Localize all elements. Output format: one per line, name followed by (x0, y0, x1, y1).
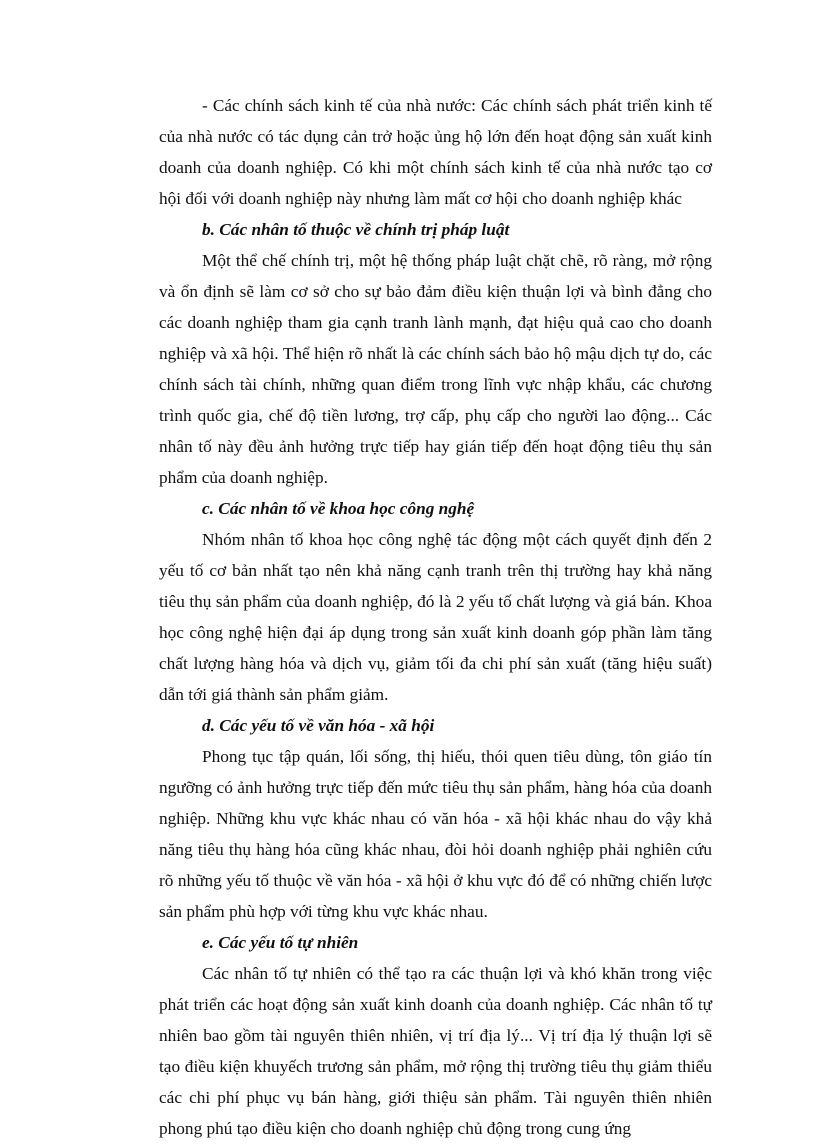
paragraph-culture-society-factors: Phong tục tập quán, lối sống, thị hiếu, thói quen tiêu dùng, tôn giáo tín ngưỡng có ảnh hưởng trực tiếp đến mức tiêu thụ sản phẩm, hàng hóa của doanh nghiệp. Những khu vực khác nhau có văn hóa - xã hội khác nhau do vậy khả năng tiêu thụ hàng hóa cũng khác nhau, đòi hỏi doanh nghiệp phải nghiên cứu rõ những yếu tố thuộc về văn hóa - xã hội ở khu vực đó để có những chiến lược sản phẩm phù hợp với từng khu vực khác nhau. (159, 747, 712, 921)
paragraph-science-technology-factors: Nhóm nhân tố khoa học công nghệ tác động một cách quyết định đến 2 yếu tố cơ bản nhất tạo nên khả năng cạnh tranh trên thị trường hay khả năng tiêu thụ sản phẩm của doanh nghiệp, đó là 2 yếu tố chất lượng và giá bán. Khoa học công nghệ hiện đại áp dụng trong sản xuất kinh doanh góp phần làm tăng chất lượng hàng hóa và dịch vụ, giảm tối đa chi phí sản xuất (tăng hiệu suất) dẫn tới giá thành sản phẩm giảm. (159, 530, 712, 704)
paragraph-economic-policies: - Các chính sách kinh tế của nhà nước: Các chính sách phát triển kinh tế của nhà nước có tác dụng cản trở hoặc ủng hộ lớn đến hoạt động sản xuất kinh doanh của doanh nghiệp. Có khi một chính sách kinh tế của nhà nước tạo cơ hội đối với doanh nghiệp này nhưng làm mất cơ hội cho doanh nghiệp khác (159, 96, 712, 208)
heading-political-legal-factors: b. Các nhân tố thuộc về chính trị pháp luật (202, 220, 510, 239)
heading-science-technology-factors: c. Các nhân tố về khoa học công nghệ (202, 499, 475, 518)
paragraph-natural-factors: Các nhân tố tự nhiên có thể tạo ra các thuận lợi và khó khăn trong việc phát triển các hoạt động sản xuất kinh doanh của doanh nghiệp. Các nhân tố tự nhiên bao gồm tài nguyên thiên nhiên, vị trí địa lý... Vị trí địa lý thuận lợi sẽ tạo điều kiện khuyếch trương sản phẩm, mở rộng thị trường tiêu thụ giảm thiểu các chi phí phục vụ bán hàng, giới thiệu sản phẩm. Tài nguyên thiên nhiên phong phú tạo điều kiện cho doanh nghiệp chủ động trong cung ứng (159, 964, 712, 1138)
paragraph-political-legal-factors: Một thể chế chính trị, một hệ thống pháp luật chặt chẽ, rõ ràng, mở rộng và ổn định sẽ làm cơ sở cho sự bảo đảm điều kiện thuận lợi và bình đẳng cho các doanh nghiệp tham gia cạnh tranh lành mạnh, đạt hiệu quả cao cho doanh nghiệp và xã hội. Thể hiện rõ nhất là các chính sách bảo hộ mậu dịch tự do, các chính sách tài chính, những quan điểm trong lĩnh vực nhập khẩu, các chương trình quốc gia, chế độ tiền lương, trợ cấp, phụ cấp cho người lao động... Các nhân tố này đều ảnh hưởng trực tiếp hay gián tiếp đến hoạt động tiêu thụ sản phẩm của doanh nghiệp. (159, 251, 712, 487)
heading-natural-factors: e. Các yếu tố tự nhiên (202, 933, 359, 952)
document-page (159, 90, 712, 1144)
heading-culture-society-factors: d. Các yếu tố về văn hóa - xã hội (202, 716, 435, 735)
